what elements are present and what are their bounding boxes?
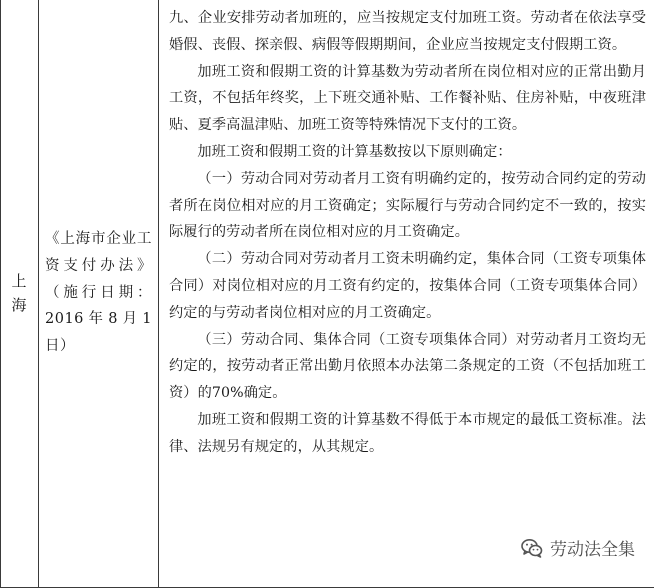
table-row: [1, 0, 654, 588]
paragraph-7: 加班工资和假期工资的计算基数不得低于本市规定的最低工资标准。法律、法规另有规定的，从其规定。: [169, 407, 646, 461]
region-cell: [1, 0, 39, 588]
policy-cell: [39, 0, 159, 588]
paragraph-3: 加班工资和假期工资的计算基数按以下原则确定：: [169, 139, 646, 166]
watermark-label: 劳动法全集: [550, 535, 635, 560]
region-label: 上海: [11, 269, 29, 317]
content-cell: [159, 0, 654, 588]
paragraph-1: 九、企业安排劳动者加班的，应当按规定支付加班工资。劳动者在依法享受婚假、丧假、探亲假、病假等假期期间，企业应当按规定支付假期工资。: [169, 5, 646, 59]
paragraph-4: （一）劳动合同对劳动者月工资有明确约定的，按劳动合同约定的劳动者所在岗位相对应的月工资确定；实际履行与劳动合同约定不一致的，按实际履行的劳动者所在岗位相对应的月工资确定。: [169, 166, 646, 246]
paragraph-5: （二）劳动合同对劳动者月工资未明确约定，集体合同（工资专项集体合同）对岗位相对应的月工资有约定的，按集体合同（工资专项集体合同）约定的与劳动者岗位相对应的月工资确定。: [169, 246, 646, 326]
paragraph-6: （三）劳动合同、集体合同（工资专项集体合同）对劳动者月工资均无约定的，按劳动者正常出勤月依照本办法第二条规定的工资（不包括加班工资）的70%确定。: [169, 327, 646, 407]
watermark: [517, 534, 638, 561]
policy-title: 《上海市企业工资支付办法》（施行日期：2016年8月1日）: [45, 231, 152, 354]
wechat-icon: [520, 536, 544, 560]
paragraph-2: 加班工资和假期工资的计算基数为劳动者所在岗位相对应的正常出勤月工资，不包括年终奖，上下班交通补贴、工作餐补贴、住房补贴，中夜班津贴、夏季高温津贴、加班工资等特殊情况下支付的工资。: [169, 59, 646, 139]
